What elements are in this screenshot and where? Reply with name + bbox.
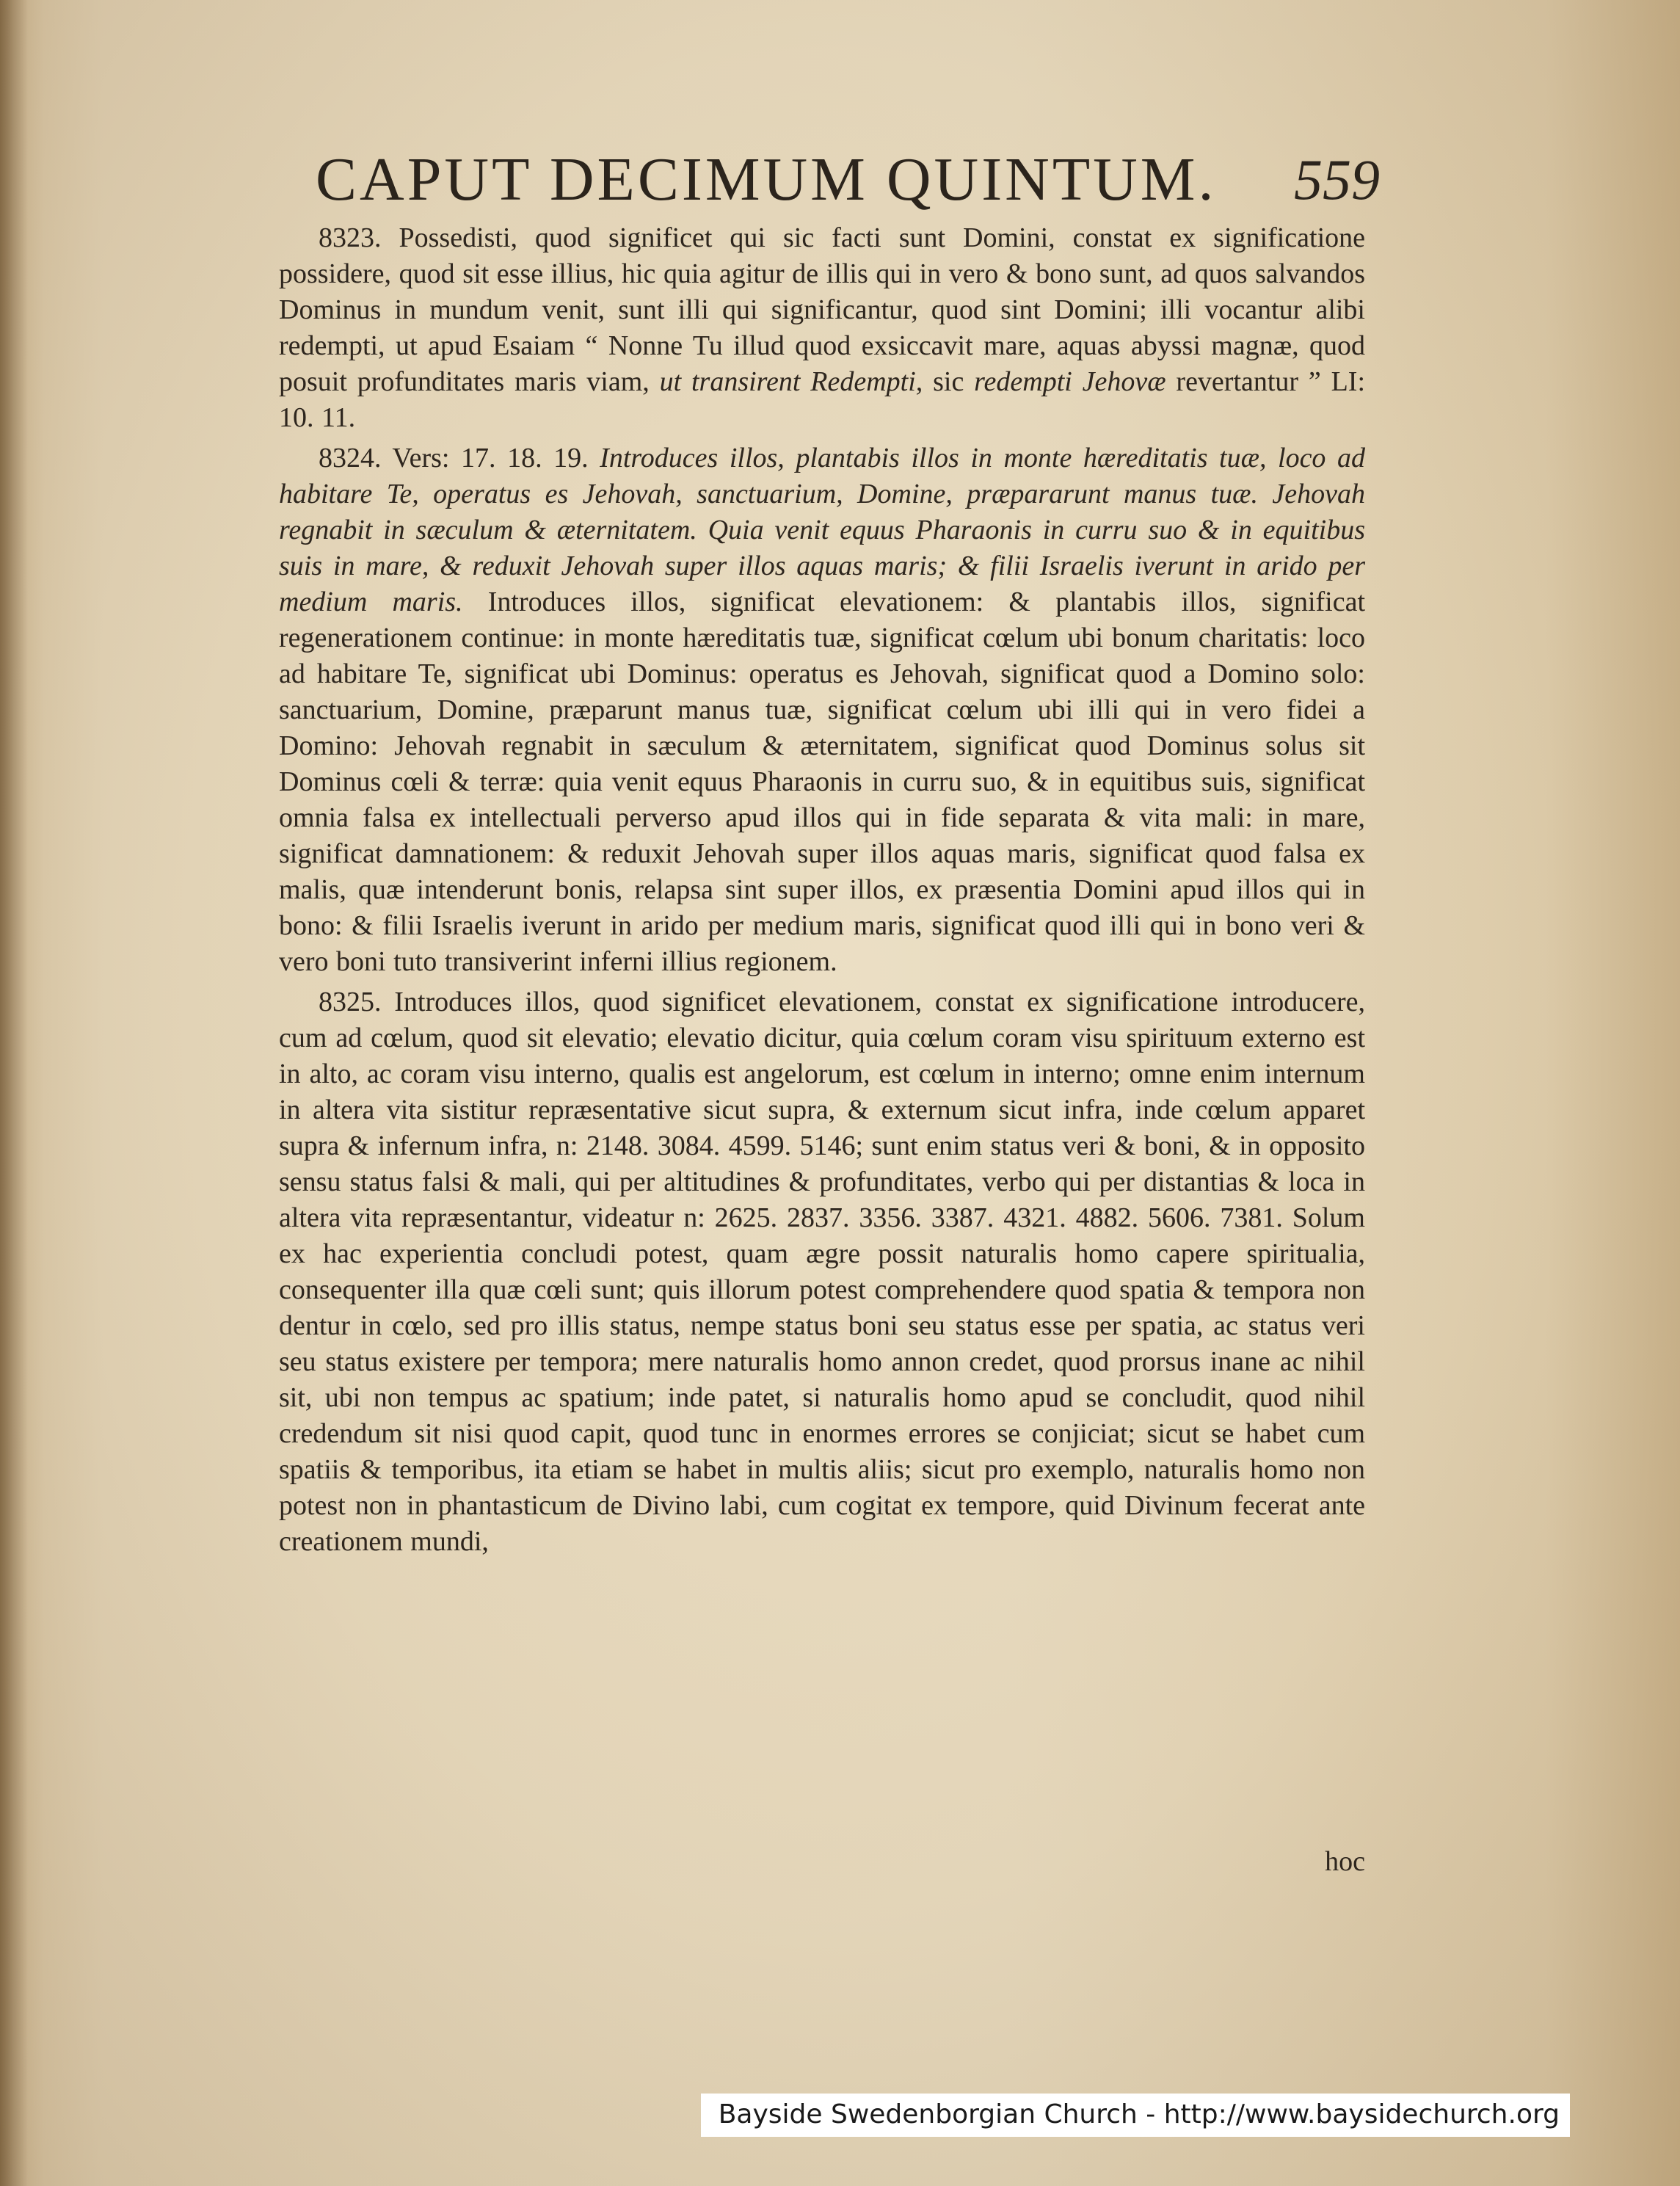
paragraph-8324 bbox=[279, 440, 1365, 980]
paragraph-8323 bbox=[279, 220, 1365, 436]
text-run: 8324. Vers: 17. 18. 19. bbox=[319, 443, 600, 473]
catchword: hoc bbox=[1325, 1846, 1365, 1877]
text-run: 8325. Introduces illos, quod significet elevationem, constat ex significatione introducere, cum ad cœlum, quod sit elevatio; elevatio dicitur, quia cœlum coram visu spirituum externo est in alto, ac coram visu interno, qualis est angelorum, est cœlum in interno; omne enim internum in altera vita sistitur repræsentative sicut supra, & externum sicut infra, inde cœlum apparet supra & infernum infra, n: 2148. 3084. 4599. 5146; sunt enim status veri & boni, & in opposito sensu status falsi & mali, qui per altitudines & profunditates, verbo qui per distantias & loca in altera vita repræsentantur, videatur n: 2625. 2837. 3356. 3387. 4321. 4882. 5606. 7381. Solum ex hac experientia concludi potest, quam ægre possit naturalis homo capere spiritualia, consequenter illa quæ cœli sunt; quis illorum potest comprehendere quod spatia & tempora non dentur in cœlo, sed pro illis status, nempe status boni seu status esse per spatia, ac status veri seu status existere per tempora; mere naturalis homo annon credet, quod prorsus inane ac nihil sit, ubi non tempus ac spatium; inde patet, si naturalis homo apud se concludit, quod nihil credendum sit nisi quod capit, quod tunc in enormes errores se conjiciat; sicut se habet cum spatiis & temporibus, ita etiam se habet in multis aliis; sicut pro exemplo, naturalis homo non potest non in phantasticum de Divino labi, cum cogitat ex tempore, quid Divinum fecerat ante creationem mundi, bbox=[279, 987, 1365, 1557]
body-text bbox=[279, 220, 1365, 1560]
text-run: sic bbox=[923, 366, 975, 397]
text-run: revertantur ” LI: 10. 11. bbox=[279, 366, 1366, 433]
running-title: CAPUT DECIMUM QUINTUM. bbox=[316, 145, 1217, 214]
paragraph-8325 bbox=[279, 984, 1365, 1560]
source-credit-banner: Bayside Swedenborgian Church - http://www.baysidechurch.org bbox=[701, 2094, 1570, 2137]
page-number: 559 bbox=[1294, 148, 1380, 211]
binding-shadow bbox=[0, 0, 28, 2186]
page-header bbox=[316, 139, 1380, 220]
text-run: Introduces illos, significat elevationem: & plantabis illos, significat regenerationem continue: in monte hæreditatis tuæ, significat cœlum ubi bonum charitatis: loco ad habitare Te, significat ubi Dominus: operatus es Jehovah, significat quod a Domino solo: sanctuarium, Domine, præparunt manus tuæ, significat cœlum ubi illi qui in vero fidei a Domino: Jehovah regnabit in sæculum & æternitatem, significat quod Dominus solus sit Dominus cœli & terræ: quia venit equus Pharaonis in curru suo, & in equitibus suis, significat omnia falsa ex intellectuali perverso apud illos qui in fide separata & vita mali: in mare, significat damnationem: & reduxit Jehovah super illos aquas maris, significat quod falsa ex malis, quæ intenderunt bonis, relapsa sint super illos, ex præsentia Domini apud illos qui in bono: & filii Israelis iverunt in arido per medium maris, significat quod illi qui in bono veri & vero boni tuto transiverint inferni illius regionem. bbox=[279, 587, 1366, 977]
italic-run: Introduces illos, plantabis illos in monte hæreditatis tuæ, loco ad habitare Te, operatus es Jehovah, sanctuarium, Domine, præpararunt manus tuæ. Jehovah regnabit in sæculum & æternitatem. Quia venit equus Pharaonis in curru suo & in equitibus suis in mare, & reduxit Jehovah super illos aquas maris; & filii Israelis iverunt in arido per medium maris. bbox=[279, 443, 1365, 617]
text-run: 8323. Possedisti, quod significet qui sic facti sunt Domini, constat ex significatione possidere, quod sit esse illius, hic quia agitur de illis qui in vero & bono sunt, ad quos salvandos Dominus in mundum venit, sunt illi qui significantur, quod sint Domini; illi vocantur alibi redempti, ut apud Esaiam “ Nonne Tu illud quod exsiccavit mare, aquas abyssi magnæ, quod posuit profunditates maris viam, bbox=[279, 222, 1365, 397]
italic-run: ut transirent Redempti, bbox=[659, 366, 923, 397]
italic-run: redempti Jehovæ bbox=[974, 366, 1166, 397]
